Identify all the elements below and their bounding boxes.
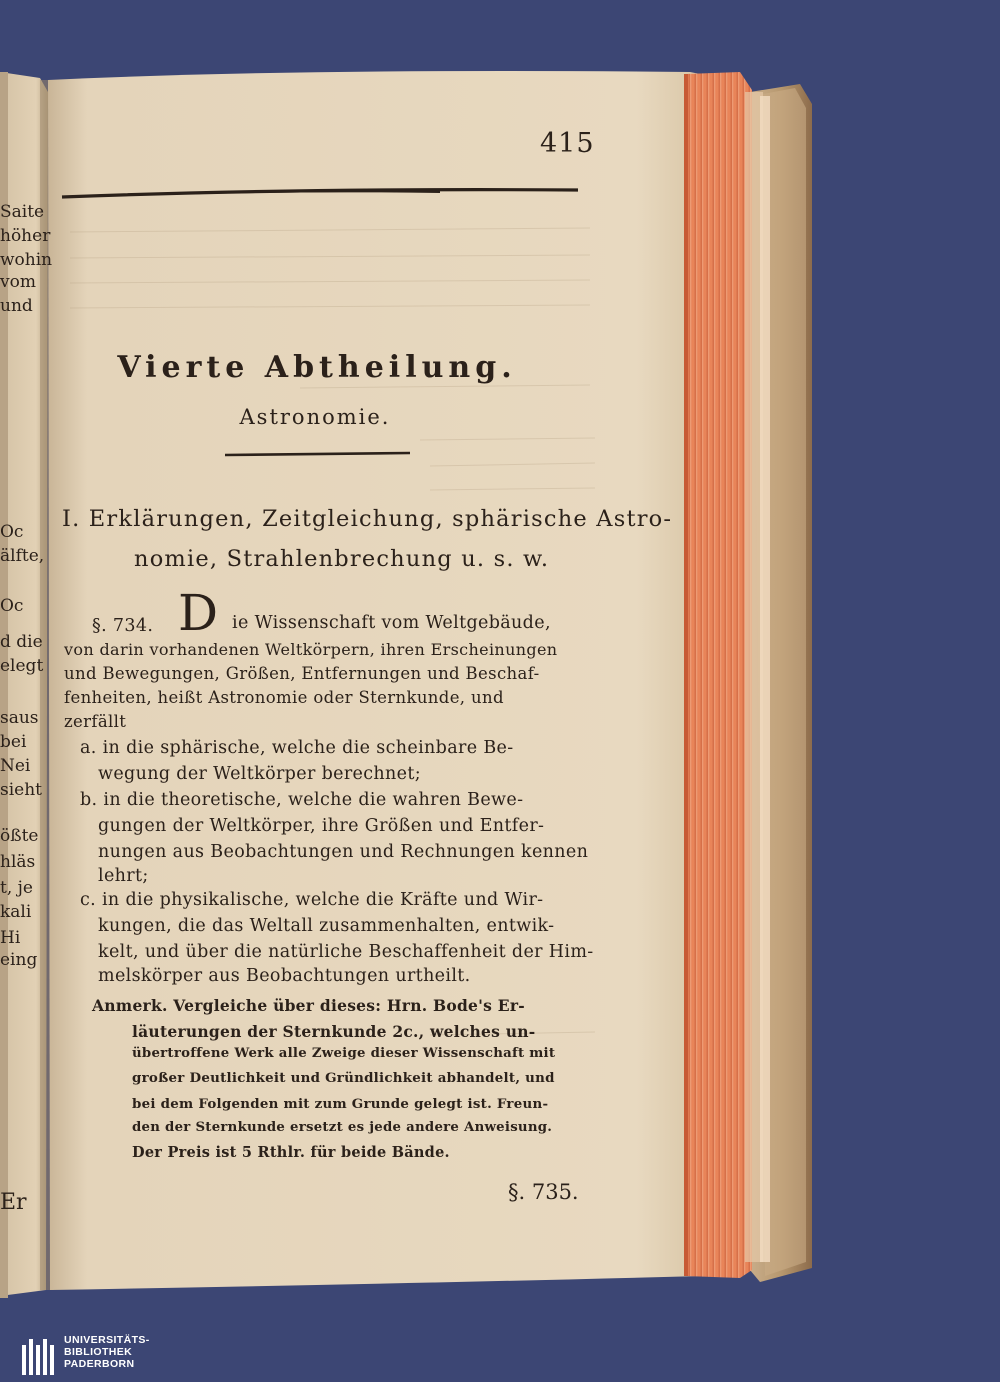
note-line: Der Preis ist 5 Rthlr. für beide Bände.	[132, 1144, 450, 1161]
left-page-fragment: Oc	[0, 596, 24, 616]
left-page-fragment: Er	[0, 1190, 27, 1215]
paragraph-line: kungen, die das Weltall zusammenhalten, entwik-	[98, 916, 555, 936]
page-number: 415	[540, 128, 595, 159]
left-page-fragment: bei	[0, 732, 27, 752]
paragraph-line: nungen aus Beobachtungen und Rechnungen kennen	[98, 842, 589, 862]
paragraph-line: zerfällt	[64, 712, 127, 731]
catchword: §. 735.	[508, 1180, 579, 1204]
left-page-fragment: kali	[0, 902, 32, 922]
library-logo-icon	[22, 1339, 54, 1375]
chapter-heading: Vierte Abtheilung.	[117, 350, 517, 385]
note-line: den der Sternkunde ersetzt es jede andere Anweisung.	[132, 1120, 553, 1135]
left-page-fragment: d die	[0, 632, 43, 652]
paragraph-line: lehrt;	[98, 866, 149, 886]
library-logo-line: BIBLIOTHEK	[64, 1346, 133, 1358]
left-page-fragment: t, je	[0, 878, 33, 898]
list-item-b: b. in die theoretische, welche die wahren Bewe-	[80, 790, 524, 810]
paragraph-line: kelt, und über die natürliche Beschaffenheit der Him-	[98, 942, 594, 962]
drop-cap: D	[178, 584, 219, 642]
paragraph-line: melskörper aus Beobachtungen urtheilt.	[98, 966, 471, 986]
left-page-fragment: elegt	[0, 656, 44, 676]
note-line: großer Deutlichkeit und Gründlichkeit abhandelt, und	[132, 1070, 555, 1086]
left-page-fragment: eing	[0, 950, 38, 970]
note-line: bei dem Folgenden mit zum Grunde gelegt ist. Freun-	[132, 1096, 549, 1112]
left-page-fragment: Oc	[0, 522, 24, 542]
left-page-fragment: vom	[0, 272, 36, 292]
left-page-fragment: Hi	[0, 928, 21, 948]
section-title-line-1: I. Erklärungen, Zeitgleichung, sphärische Astro-	[62, 506, 673, 532]
left-page-fragment: und	[0, 296, 33, 316]
paragraph-line: von darin vorhandenen Weltkörpern, ihren Erscheinungen	[64, 640, 558, 659]
paragraph-line: und Bewegungen, Größen, Entfernungen und Beschaf-	[64, 664, 540, 683]
left-page-fragment: Nei	[0, 756, 31, 776]
left-page-fragment: sieht	[0, 780, 43, 800]
left-page-fragment: hläs	[0, 852, 36, 872]
left-page-fragment: Saite	[0, 202, 45, 222]
chapter-subheading: Astronomie.	[239, 405, 391, 429]
left-page-fragment: wohin	[0, 250, 53, 270]
left-page-fragment: saus	[0, 708, 39, 728]
paragraph-line: gungen der Weltkörper, ihre Größen und Entfer-	[98, 816, 545, 836]
footer-bar	[0, 1330, 1000, 1382]
list-item-a: a. in die sphärische, welche die scheinbare Be-	[80, 738, 514, 758]
note-line: übertroffene Werk alle Zweige dieser Wissenschaft mit	[132, 1046, 556, 1061]
library-logo-line: PADERBORN	[64, 1358, 135, 1370]
library-logo-line: UNIVERSITÄTS-	[64, 1334, 150, 1346]
paragraph-line: wegung der Weltkörper berechnet;	[98, 764, 421, 784]
list-item-c: c. in die physikalische, welche die Kräfte und Wir-	[80, 890, 544, 910]
page-edge-orange	[686, 72, 752, 1278]
left-page-fragment: älfte,	[0, 546, 45, 566]
paragraph-line: ie Wissenschaft vom Weltgebäude,	[232, 613, 551, 633]
paragraph-line: fenheiten, heißt Astronomie oder Sternkunde, und	[64, 688, 504, 707]
left-page-fragment: ößte	[0, 826, 39, 846]
paragraph-label: §. 734.	[92, 616, 154, 636]
note-line: läuterungen der Sternkunde 2c., welches un-	[132, 1022, 536, 1041]
left-page-fragment: höher	[0, 226, 51, 246]
section-title-line-2: nomie, Strahlenbrechung u. s. w.	[134, 546, 550, 572]
note-line: Anmerk. Vergleiche über dieses: Hrn. Bode's Er-	[92, 996, 525, 1015]
